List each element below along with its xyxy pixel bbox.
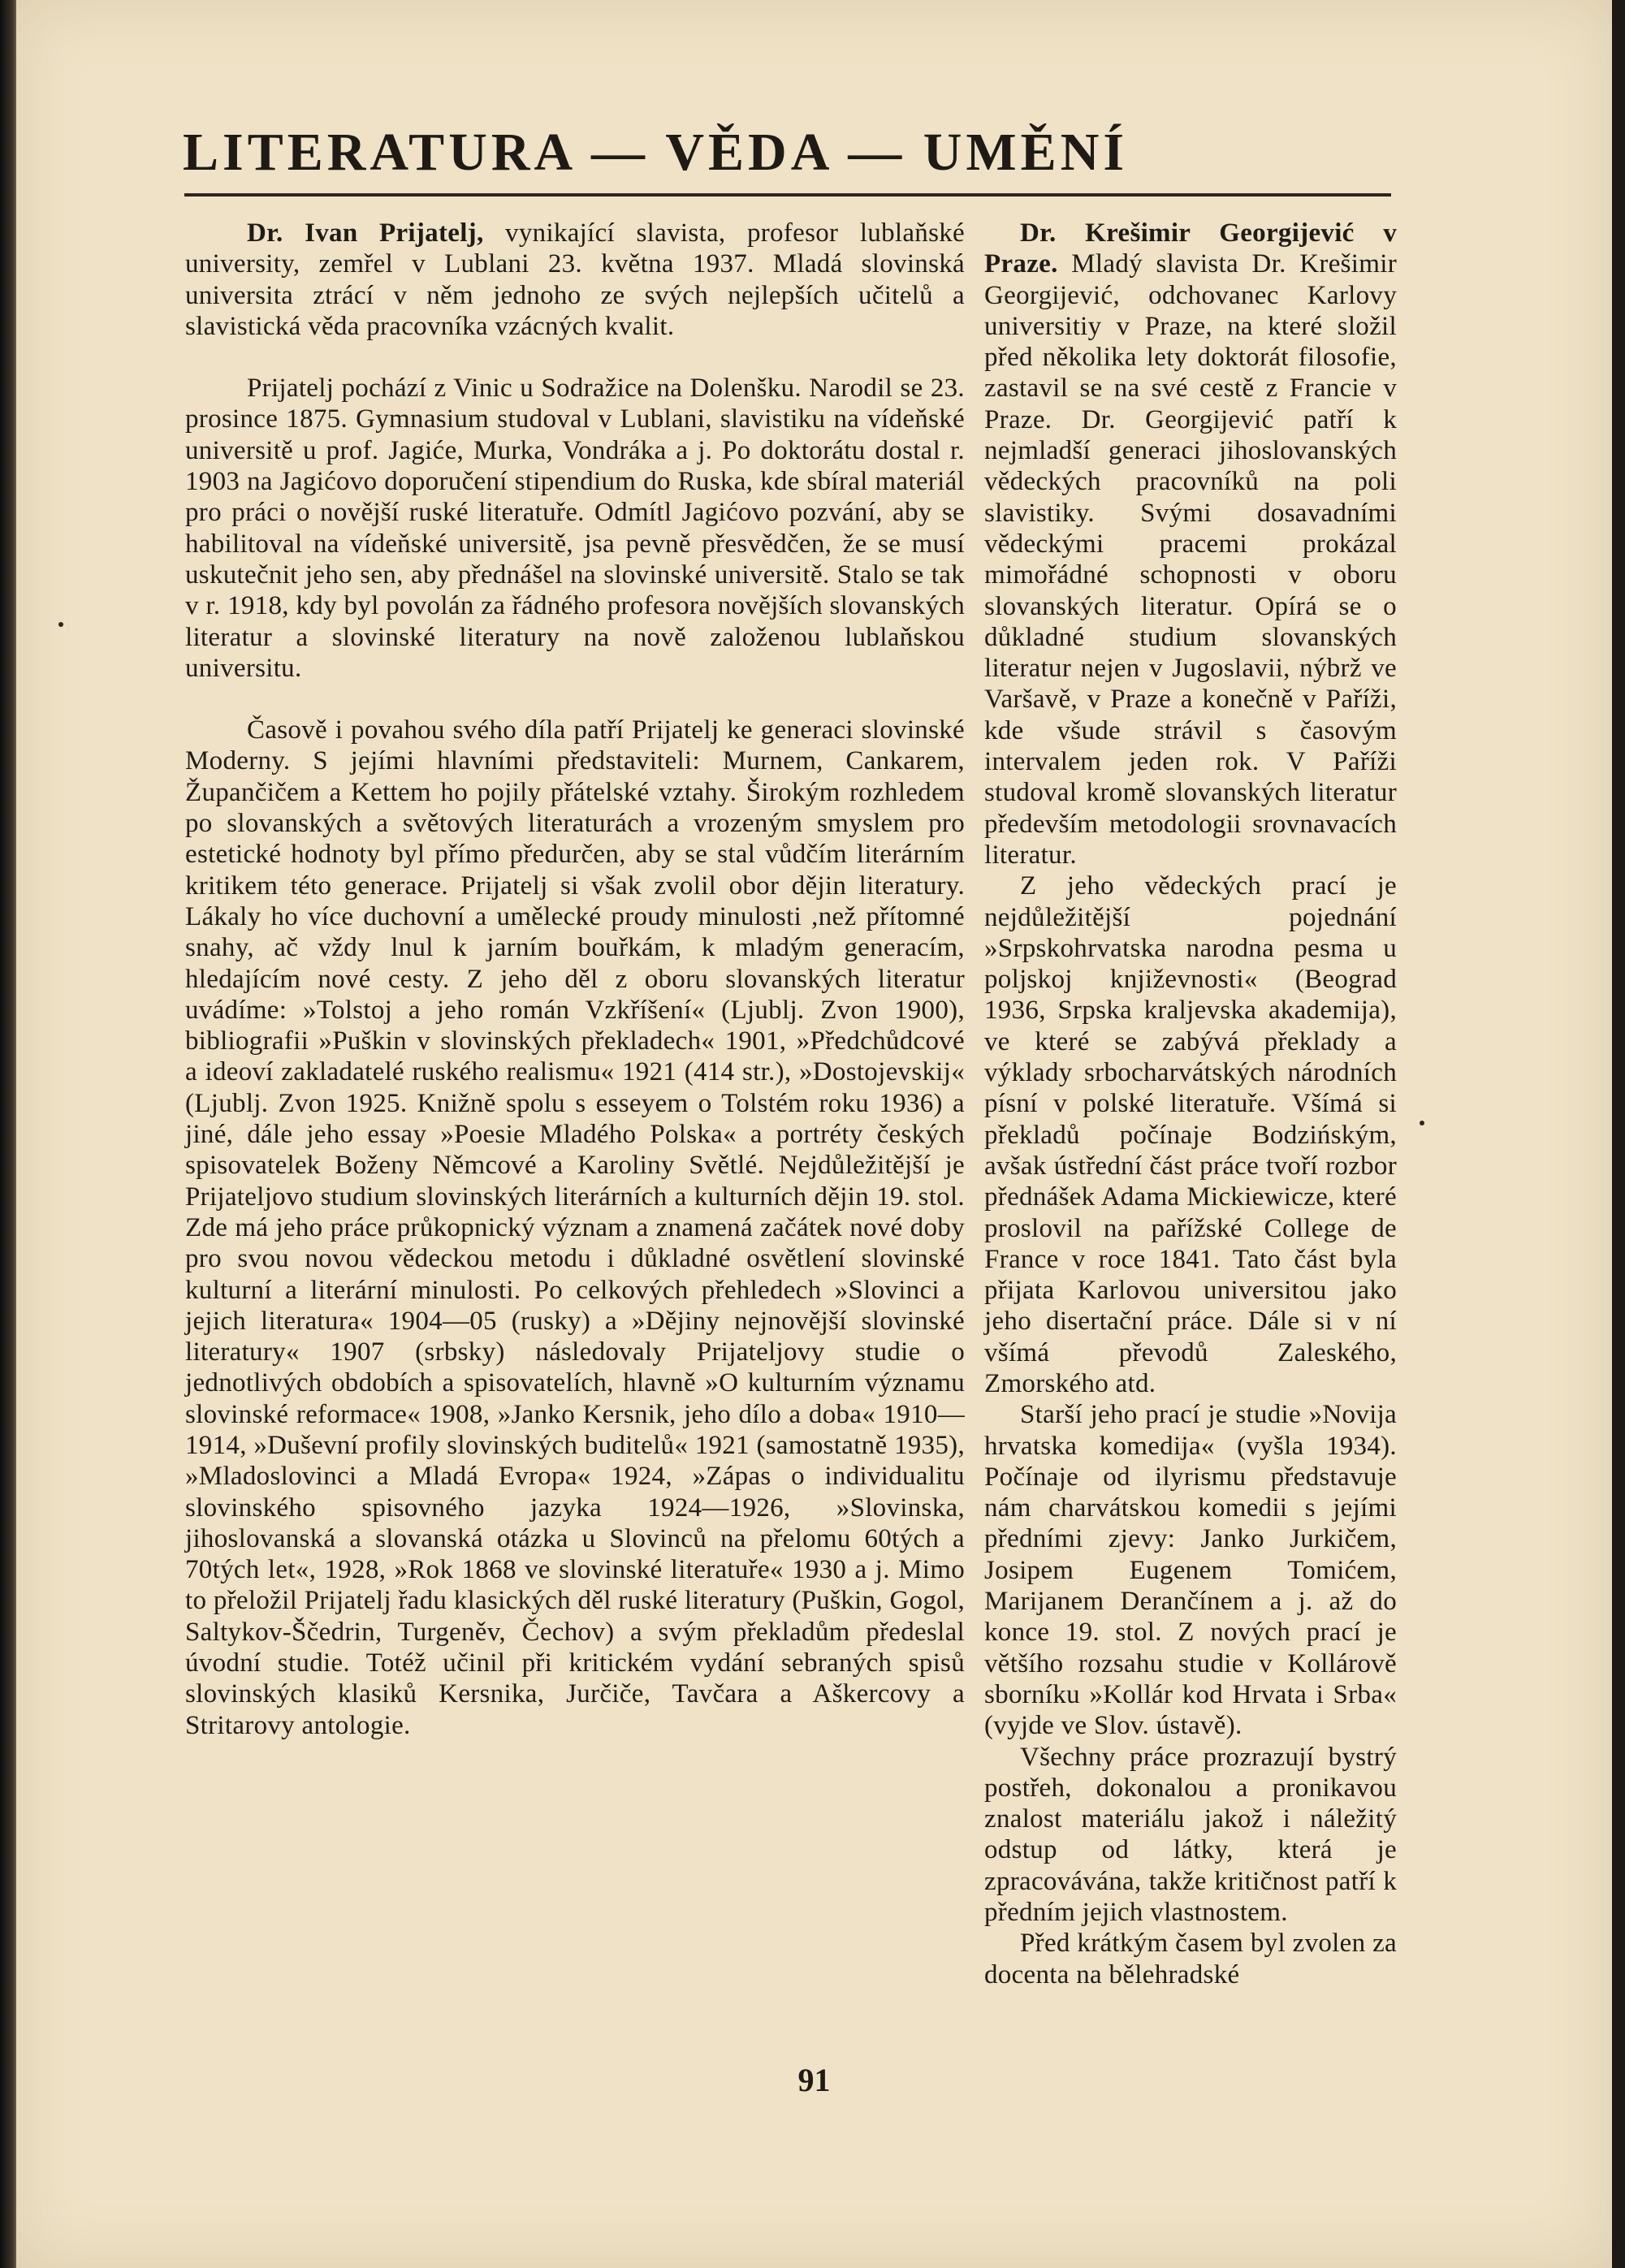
article-paragraph — [984, 218, 1397, 870]
article-paragraph: Před krátkým časem byl zvolen za docenta na bělehradské — [984, 1929, 1397, 1989]
page — [16, 0, 1612, 2268]
article-lead: Dr. Krešimir Georgijević v Praze. — [984, 218, 1397, 279]
article-paragraph: Z jeho vědeckých prací je nejdůležitější pojednání »Srpskohrvatska narodna pesma u poljskoj književnosti« (Beograd 1936, Srpska kraljevska akademija), ve které se zabývá překlady a výklady srbocharvátských národních písní v polské literatuře. Všímá si překladů počínaje Bodzińským, avšak ústřední část práce tvoří rozbor přednášek Adama Mickiewicze, které proslovil na pařížské College de France v roce 1841. Tato část byla přijata Karlovou universitou jako jeho disertační práce. Dále si v ní všímá převodů Zaleského, Zmorského atd. — [984, 871, 1397, 1398]
right-column — [984, 218, 1397, 1990]
article-lead: Dr. Ivan Prijatelj, — [247, 218, 484, 248]
binding-edge — [0, 0, 18, 2268]
page-number: 91 — [797, 2062, 831, 2098]
margin-dot — [1420, 1121, 1424, 1125]
article-paragraph: Časově i povahou svého díla patří Prijatelj ke generaci slovinské Moderny. S jejími hlavními představiteli: Murnem, Cankarem, Župančičem a Kettem ho pojily přátelské vztahy. Širokým rozhledem po slovanských a světových literaturách a vrozeným smyslem pro estetické hodnoty byl přímo předurčen, aby se stal vůdčím literárním kritikem této generace. Prijatelj si však zvolil obor dějin literatury. Lákaly ho více duchovní a umělecké proudy minulosti ,než přítomné snahy, ač vždy lnul k jarním bouřkám, k mladým generacím, hledajícím nové cesty. Z jeho děl z oboru slovanských literatur uvádíme: »Tolstoj a jeho román Vzkříšení« (Ljublj. Zvon 1900), bibliografii »Puškin v slovinských překladech« 1901, »Předchůdcové a ideoví zakladatelé ruského realismu« 1921 (414 str.), »Dostojevskij« (Ljublj. Zvon 1925. Knižně spolu s esseyem o Tolstém roku 1936) a jiné, dále jeho essay »Poesie Mladého Polska« a portréty českých spisovatelek Boženy Němcové a Karoliny Světlé. Nejdůležitější je Prijateljovo studium slovinských literárních a kulturních dějin 19. stol. Zde má jeho práce průkopnický význam a znamená začátek nové doby pro svou novou vědeckou metodu i důkladné osvětlení slovinské kulturní a literární minulosti. Po celkových přehledech »Slovinci a jejich literatura« 1904—05 (rusky) a »Dějiny nejnovější slovinské literatury« 1907 (srbsky) následovaly Prijateljovy studie o jednotlivých obdobích a spisovatelích, hlavně »O kulturním významu slovinské reformace« 1908, »Janko Kersnik, jeho dílo a doba« 1910—1914, »Duševní profily slovinských buditelů« 1921 (samostatně 1935), »Mladoslovinci a Mladá Evropa« 1924, »Zápas o individualitu slovinského spisovného jazyka 1924—1926, »Slovinska, jihoslovanská a slovanská otázka u Slovinců na přelomu 60tých a 70tých let«, 1928, »Rok 1868 ve slovinské literatuře« 1930 a j. Mimo to přeložil Prijatelj řadu klasických děl ruské literatury (Puškin, Gogol, Saltykov-Ščedrin, Turgeněv, Čechov) a svým překladům předeslal úvodní studie. Totéž učinil při kritickém vydání sebraných spisů slovinských klasiků Kersnika, Jurčiče, Tavčara a Aškercovy a Stritarovy antologie. — [185, 715, 965, 1740]
section-heading: LITERATURA — VĚDA — UMĚNÍ — [183, 123, 1129, 182]
article-paragraph — [185, 218, 965, 342]
article-paragraph: Prijatelj pochází z Vinic u Sodražice na Dolenšku. Narodil se 23. prosince 1875. Gymnasium studoval v Lublani, slavistiku na vídeňské universitě u prof. Jagiće, Murka, Vondráka a j. Po doktorátu dostal r. 1903 na Jagićovo doporučení stipendium do Ruska, kde sbíral materiál pro práci o novější ruské literatuře. Odmítl Jagićovo pozvání, aby se habilitoval na vídeňské universitě, jsa pevně přesvědčen, že se musí uskutečnit jeho sen, aby přednášel na slovinské universitě. Stalo se tak v r. 1918, kdy byl povolán za řádného profesora novějších slovanských literatur a slovinské literatury na nově založenou lublaňskou universitu. — [185, 374, 965, 683]
heading-rule — [184, 193, 1391, 197]
article-paragraph: Starší jeho prací je studie »Novija hrvatska komedija« (vyšla 1934). Počínaje od ilyrismu představuje nám charvátskou komedii s jejími předními zjevy: Janko Jurkičem, Josipem Eugenem Tomićem, Marijanem Derančínem a j. až do konce 19. stol. Z nových prací je většího rozsahu studie v Kollárově sborníku »Kollár kod Hrvata i Srba« (vyjde ve Slov. ústavě). — [984, 1400, 1397, 1741]
margin-dot — [58, 622, 63, 627]
left-column — [185, 218, 965, 1741]
article-text: vynikající slavista, profesor lublaňské university, zemřel v Lublani 23. května 1937. Mladá slovinská universita ztrácí v něm jednoho ze svých nejlepších učitelů a slavistická věda pracovníka vzácných kvalit. — [185, 218, 965, 341]
article-text: Mladý slavista Dr. Krešimir Georgijević, odchovanec Karlovy universitiy v Praze, na které složil před několika lety doktorát filosofie, zastavil se na své cestě z Francie v Praze. Dr. Georgijević patří k nejmladší generaci jihoslovanských vědeckých pracovníků na poli slavistiky. Svými dosavadními vědeckými pracemi prokázal mimořádné schopnosti v oboru slovanských literatur. Opírá se o důkladné studium slovanských literatur nejen v Jugoslavii, nýbrž ve Varšavě, v Praze a konečně v Paříži, kde všude strávil s časovým intervalem jeden rok. V Paříži studoval kromě slovanských literatur především metodologii srovnavacích literatur. — [984, 249, 1397, 870]
article-paragraph: Všechny práce prozrazují bystrý postřeh, dokonalou a pronikavou znalost materiálu jakož i náležitý odstup od látky, která je zpracovávána, takže kritičnost patří k předním jejich vlastnostem. — [984, 1742, 1397, 1928]
